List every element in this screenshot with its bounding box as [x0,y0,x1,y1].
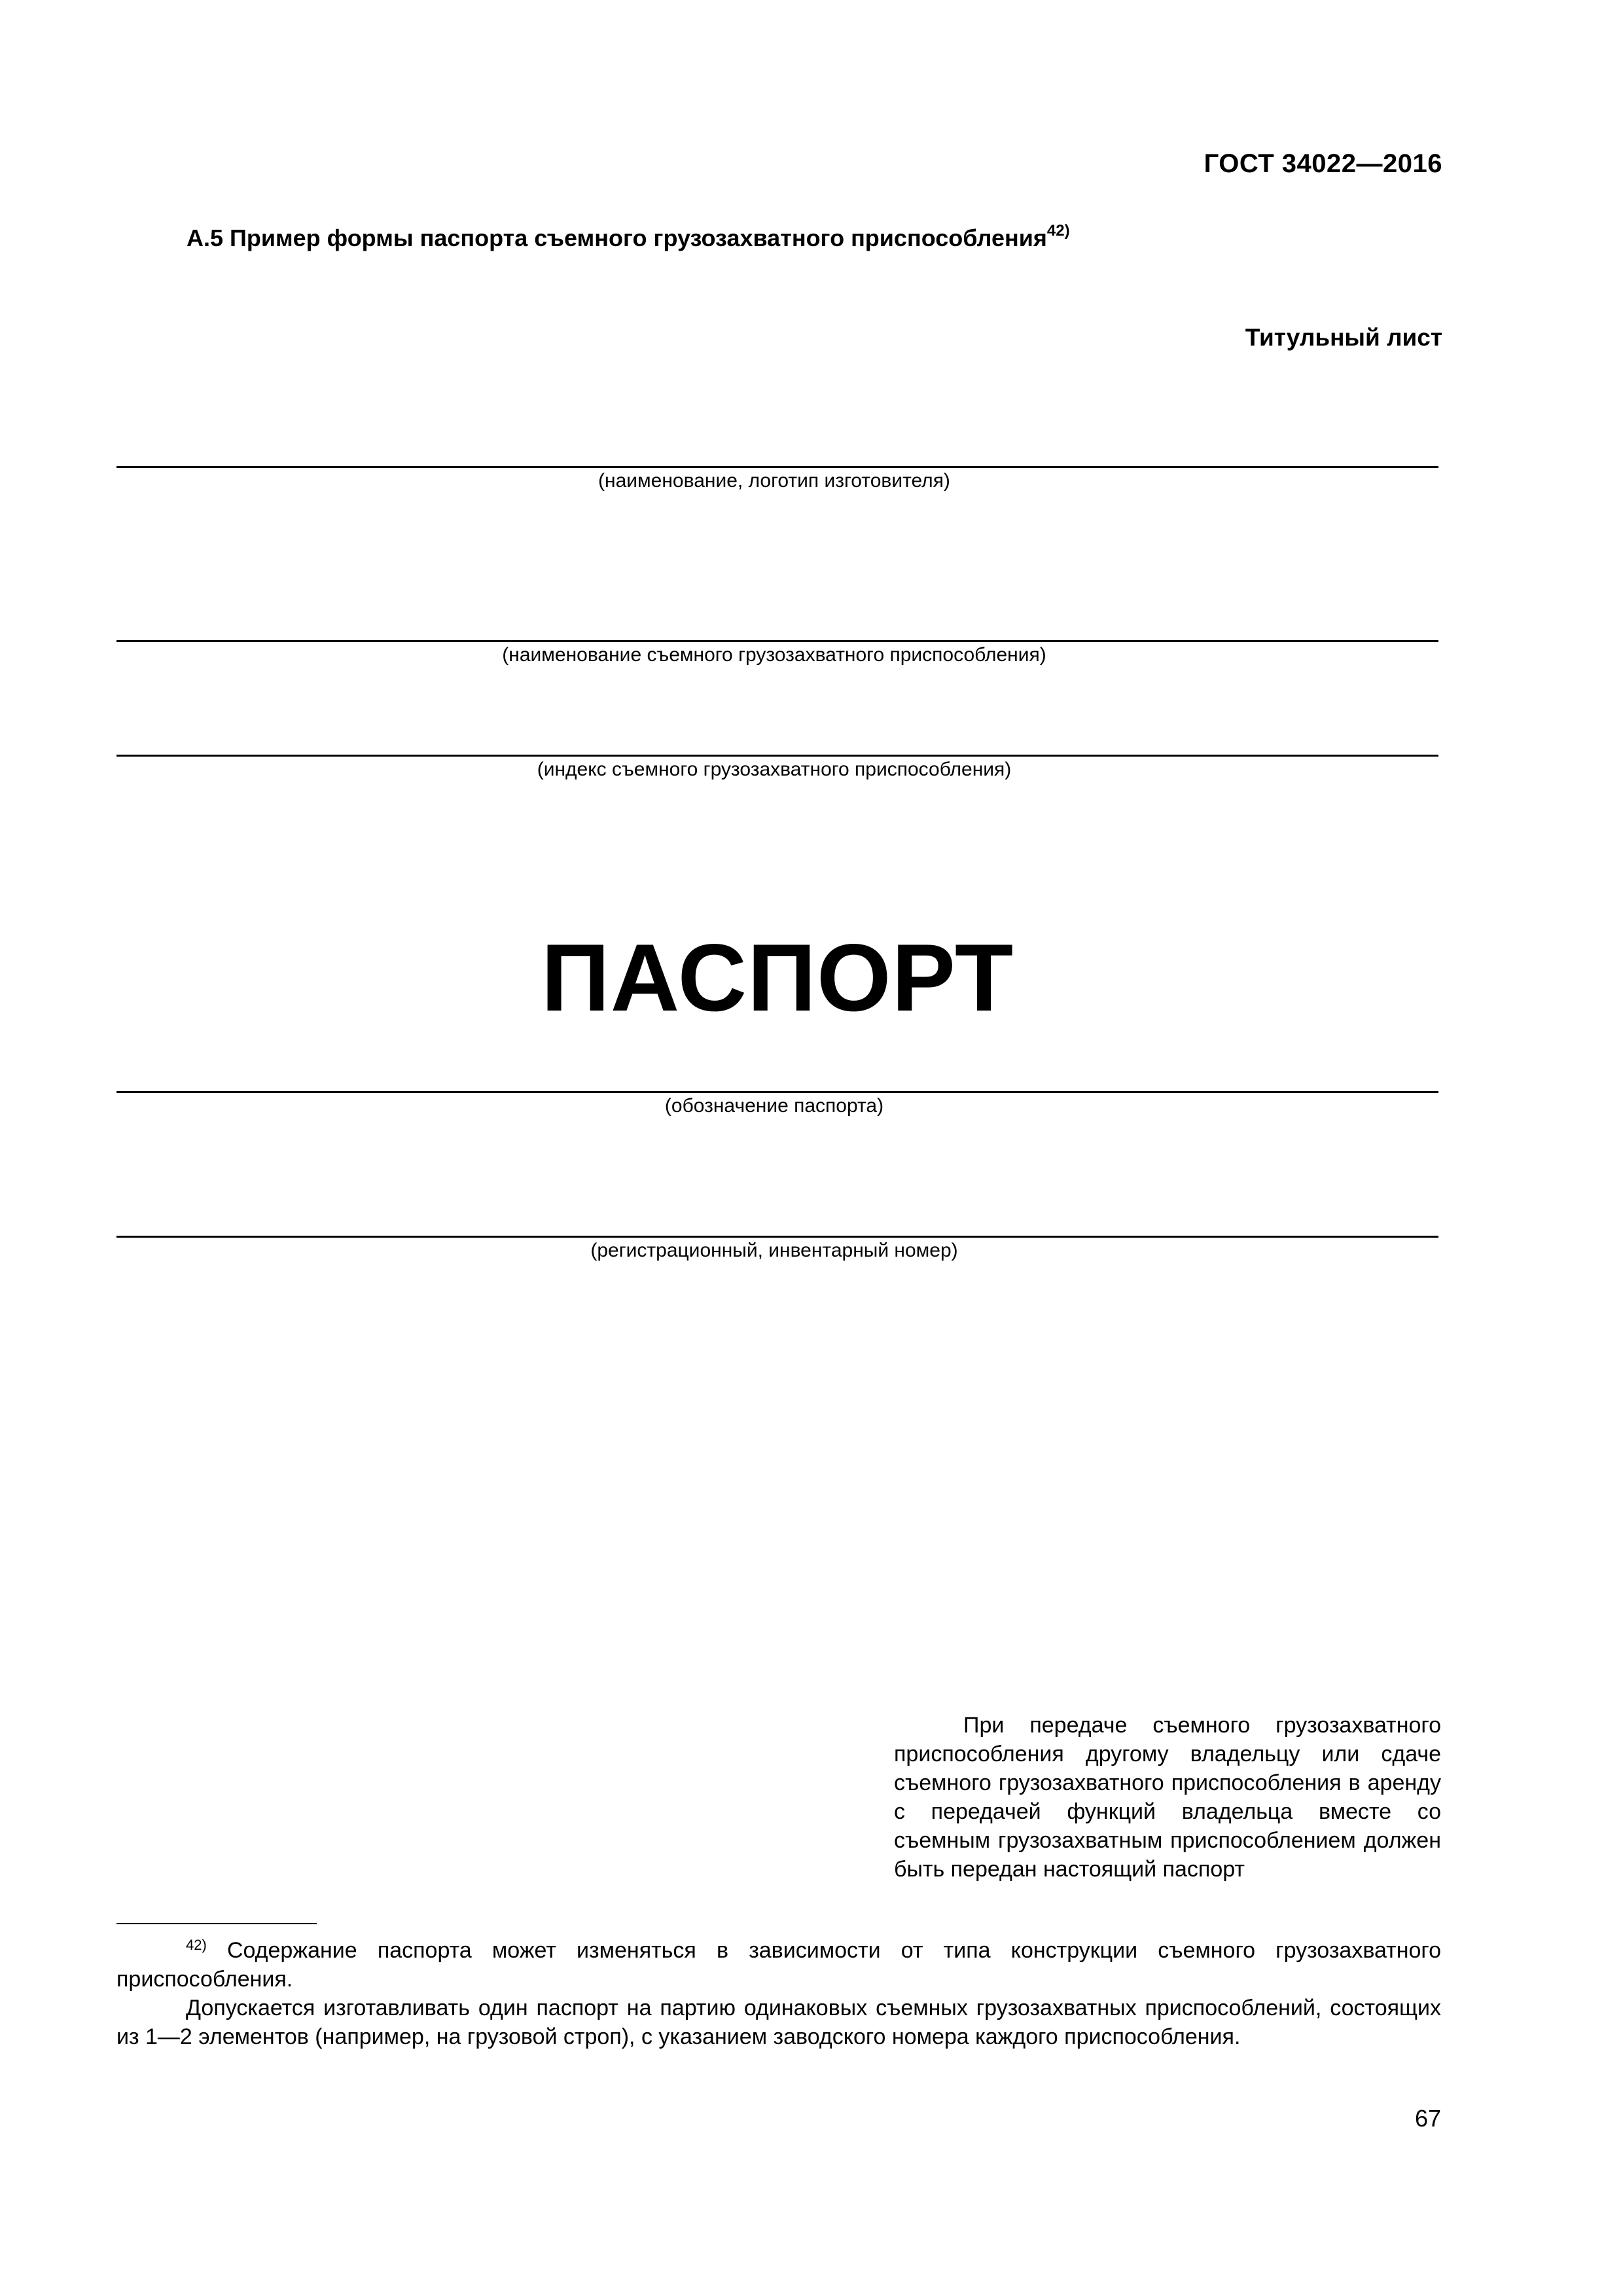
passport-designation-field-line [116,1091,1438,1093]
passport-designation-field-caption: (обозначение паспорта) [664,1095,884,1117]
device-name-field-line [116,640,1438,642]
manufacturer-field-line [116,466,1438,468]
registration-number-field-caption: (регистрационный, инвентарный номер) [590,1240,958,1261]
footnote-1-text: Содержание паспорта может изменяться в зависимости от типа конструкции съемного грузозахватного приспособления. [116,1938,1441,1992]
device-index-field-caption: (индекс съемного грузозахватного приспособления) [537,759,1012,780]
footnote-separator [116,1923,317,1924]
transfer-note: При передаче съемного грузозахватного приспособления другому владельцу или сдаче съемного грузозахватного приспособления в аренду с передачей функций владельца вместе со съемным грузозахватным приспособлением должен быть передан настоящий паспорт [894,1713,1441,1882]
footnote-reference: 42) [1046,222,1070,240]
section-title [187,224,1070,252]
footnote-1 [116,1936,1441,1994]
device-index-field-line [116,755,1438,757]
footnote-marker: 42) [186,1937,207,1953]
manufacturer-field-caption: (наименование, логотип изготовителя) [598,470,950,492]
footnote-2: Допускается изготавливать один паспорт на партию одинаковых съемных грузозахватных приспособлений, состоящих из 1—2 элементов (например, на грузовой строп), с указанием заводского номера каждого приспособления. [116,1996,1441,2049]
standard-header: ГОСТ 34022—2016 [1204,149,1442,178]
passport-title: ПАСПОРТ [541,924,1014,1031]
page-number: 67 [1414,2105,1441,2132]
footnotes [116,1936,1441,2051]
device-name-field-caption: (наименование съемного грузозахватного приспособления) [502,644,1046,666]
registration-number-field-line [116,1236,1438,1238]
title-sheet-label: Титульный лист [1245,324,1442,351]
section-title-text: А.5 Пример формы паспорта съемного грузозахватного приспособления [187,224,1047,251]
